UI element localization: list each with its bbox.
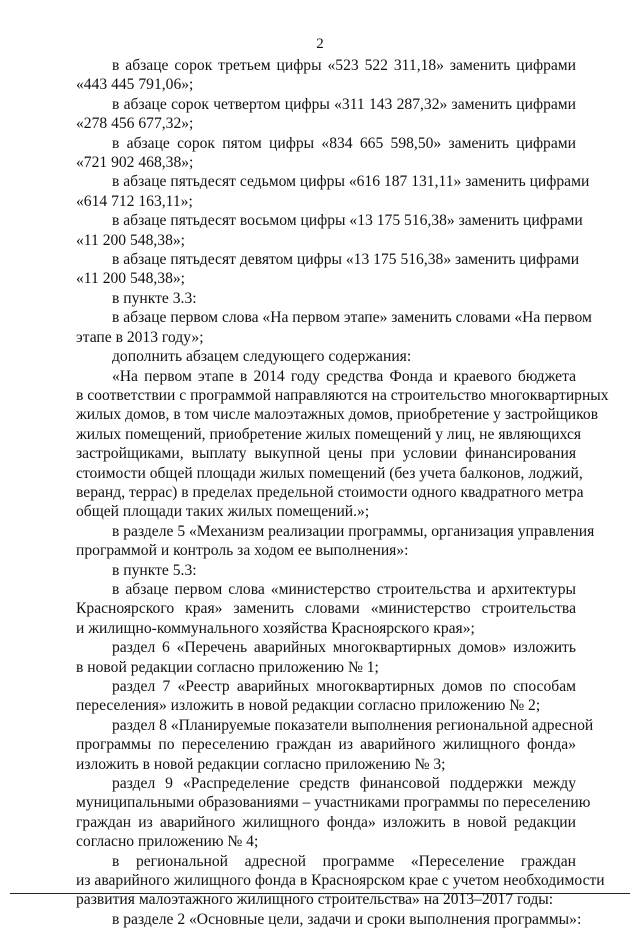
text-line: в пункте 5.3: xyxy=(112,561,197,579)
text-line: в разделе 5 «Механизм реализации программы, организация управления xyxy=(112,522,595,540)
text-line: программой и контроль за ходом ее выполнения»: xyxy=(76,542,409,560)
text-line: Красноярского края» заменить словами «министерство строительства xyxy=(76,600,576,618)
text-line: общей площади таких жилых помещений.»; xyxy=(76,503,370,521)
text-line: переселения» изложить в новой редакции согласно приложению № 2; xyxy=(76,697,541,715)
text-line: в пункте 3.3: xyxy=(112,289,197,307)
text-line: «11 200 548,38»; xyxy=(76,270,186,288)
text-line: в абзаце сорок четвертом цифры «311 143 287,32» заменить цифрами xyxy=(112,95,576,113)
text-line: раздел 9 «Распределение средств финансовой поддержки между xyxy=(112,775,576,793)
text-line: раздел 8 «Планируемые показатели выполнения региональной адресной xyxy=(112,716,594,734)
text-line: согласно приложению № 4; xyxy=(76,833,259,851)
text-line: «614 712 163,11»; xyxy=(76,192,193,210)
text-line: в региональной адресной программе «Переселение граждан xyxy=(112,852,576,870)
text-line: дополнить абзацем следующего содержания: xyxy=(112,348,412,366)
text-line: в абзаце пятьдесят девятом цифры «13 175 516,38» заменить цифрами xyxy=(112,251,580,269)
page-number: 2 xyxy=(316,36,324,52)
text-line: граждан из аварийного жилищного фонда» изложить в новой редакции xyxy=(76,813,576,831)
text-line: жилых помещений, приобретение жилых помещений у лиц, не являющихся xyxy=(76,425,582,443)
text-line: в абзаце сорок третьем цифры «523 522 311,18» заменить цифрами xyxy=(112,57,576,74)
text-line: раздел 6 «Перечень аварийных многоквартирных домов» изложить xyxy=(112,639,576,657)
text-line: «278 456 677,32»; xyxy=(76,115,194,133)
text-line: программы по переселению граждан из аварийного жилищного фонда» xyxy=(76,736,576,754)
text-line: «443 445 791,06»; xyxy=(76,76,194,94)
text-line: в разделе 2 «Основные цели, задачи и сроки выполнения программы»: xyxy=(112,910,582,928)
text-line: в абзаце сорок пятом цифры «834 665 598,50» заменить цифрами xyxy=(112,134,576,152)
text-line: «На первом этапе в 2014 году средства Фонда и краевого бюджета xyxy=(112,367,576,385)
text-line: в новой редакции согласно приложению № 1; xyxy=(76,658,379,676)
text-line: застройщиками, выплату выкупной цены при условии финансирования xyxy=(76,445,576,463)
text-line: стоимости общей площади жилых помещений (без учета балконов, лоджий, xyxy=(76,464,583,482)
text-line: этапе в 2013 году»; xyxy=(76,328,204,346)
document-body xyxy=(76,56,609,929)
text-line: «721 902 468,38»; xyxy=(76,154,194,172)
text-line: в абзаце первом слова «министерство строительства и архитектуры xyxy=(112,580,576,598)
text-line: и жилищно-коммунального хозяйства Красноярского края»; xyxy=(76,619,475,637)
text-line: в соответствии с программой направляются на строительство многоквартирных xyxy=(76,386,609,404)
text-line: в абзаце первом слова «На первом этапе» заменить словами «На первом xyxy=(112,309,592,327)
text-line: веранд, террас) в пределах предельной стоимости одного квадратного метра xyxy=(76,483,584,501)
text-line: муниципальными образованиями – участниками программы по переселению xyxy=(76,794,591,812)
text-line: изложить в новой редакции согласно приложению № 3; xyxy=(76,755,446,773)
footer-divider xyxy=(10,893,630,894)
text-line: жилых домов, в том числе малоэтажных домов, приобретение у застройщиков xyxy=(76,406,599,424)
text-line: в абзаце пятьдесят седьмом цифры «616 187 131,11» заменить цифрами xyxy=(112,173,590,191)
text-line: «11 200 548,38»; xyxy=(76,231,186,249)
text-line: развития малоэтажного жилищного строительства» на 2013–2017 годы: xyxy=(76,891,554,909)
text-line: в абзаце пятьдесят восьмом цифры «13 175 516,38» заменить цифрами xyxy=(112,212,583,230)
text-line: раздел 7 «Реестр аварийных многоквартирных домов по способам xyxy=(112,678,576,695)
text-line: из аварийного жилищного фонда в Красноярском крае с учетом необходимости xyxy=(76,872,605,890)
